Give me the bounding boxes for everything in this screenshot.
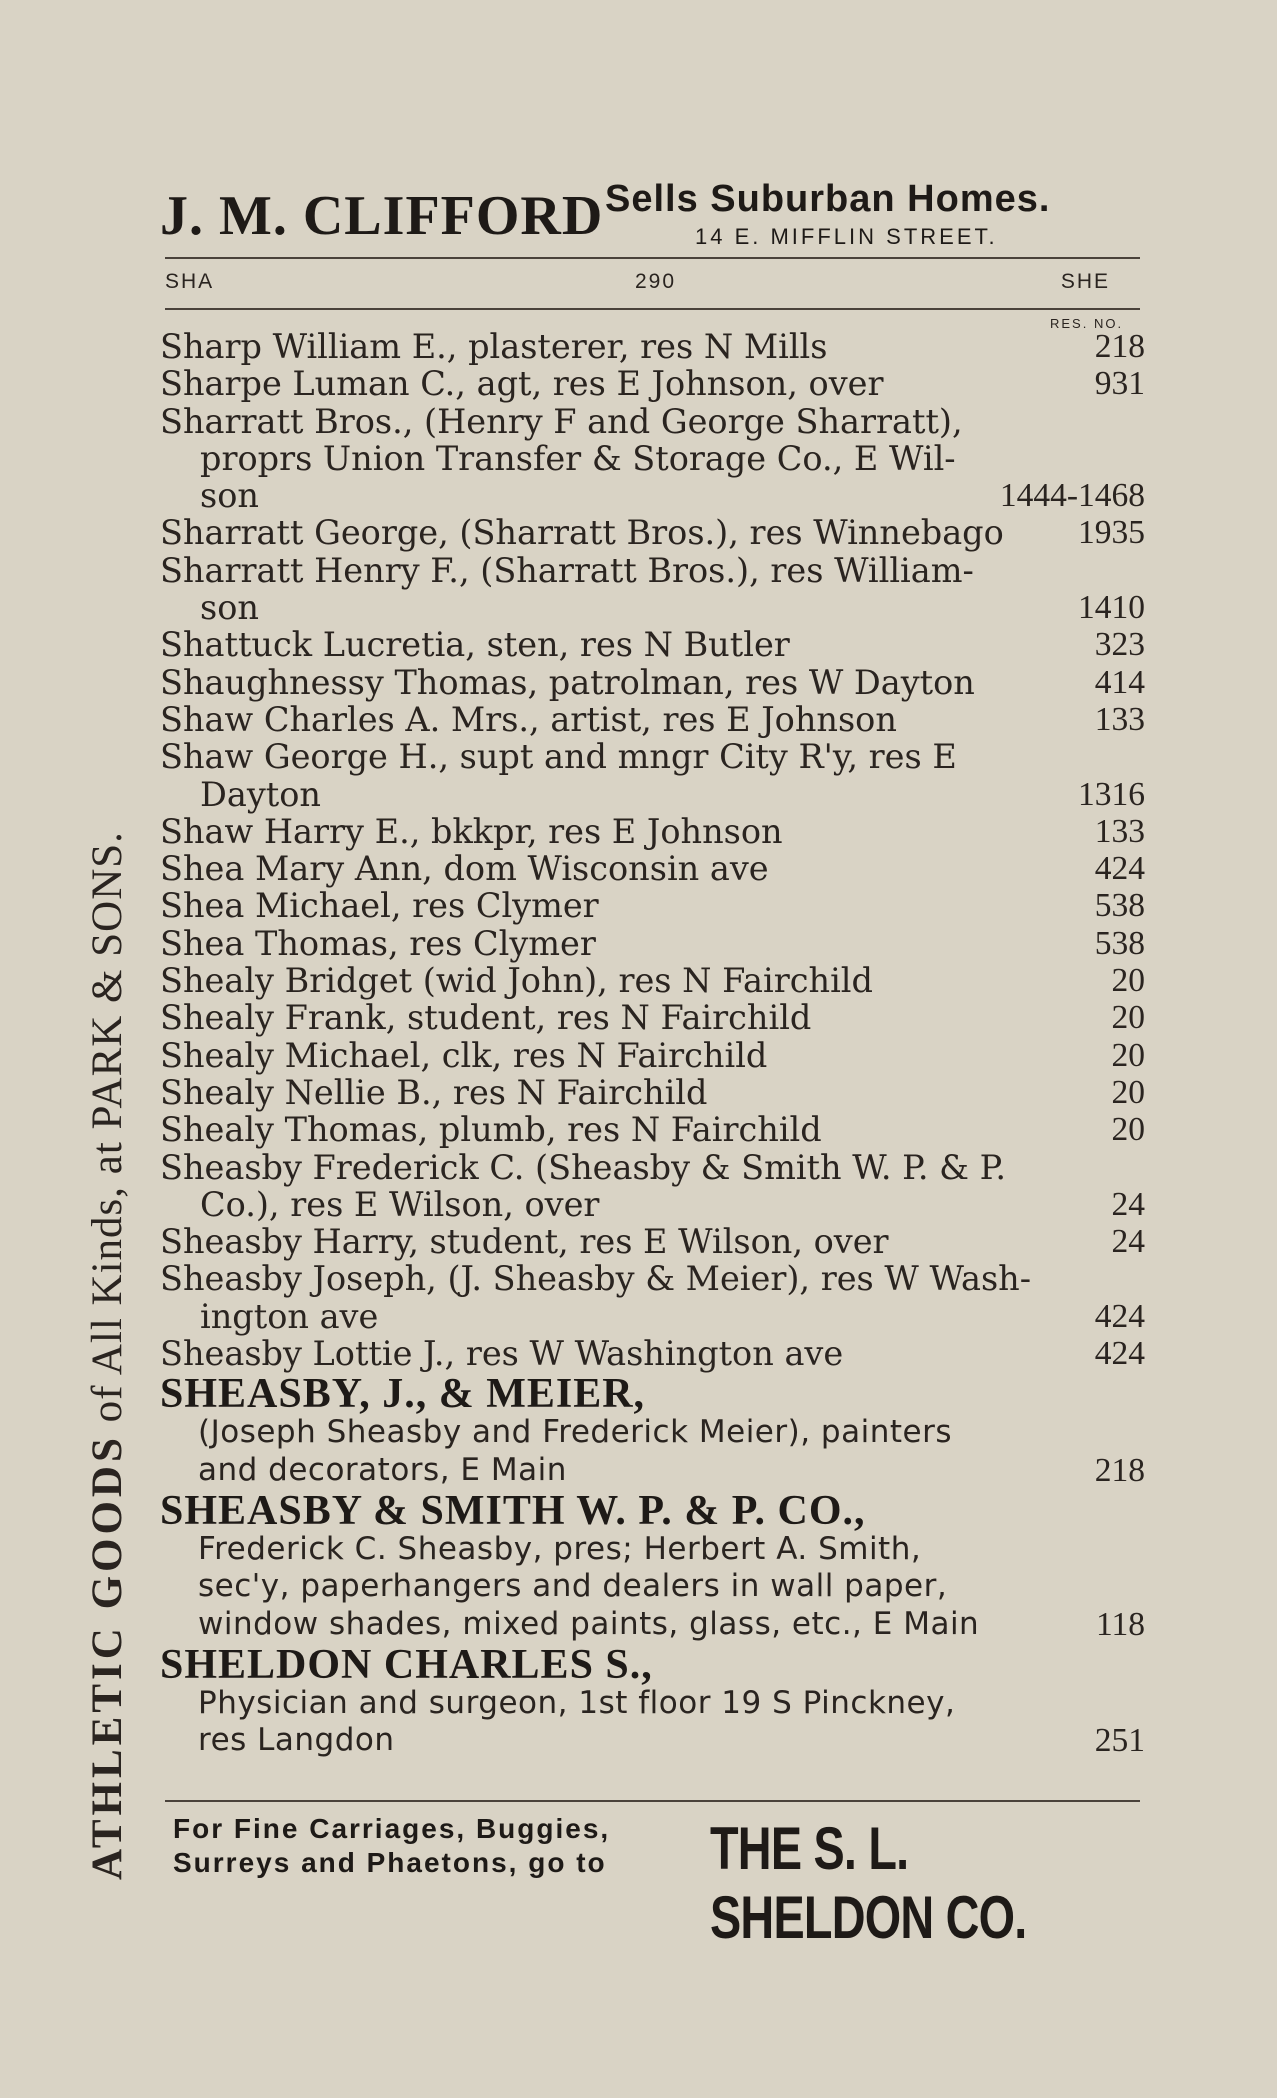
residence-number: 20 (1111, 999, 1145, 1037)
footer-ad-company: THE S. L. SHELDON CO. (710, 1815, 1027, 1951)
entry-text: Shea Thomas, res Clymer (160, 923, 596, 963)
page-number: 290 (635, 270, 677, 293)
entry-text: Sharp William E., plasterer, res N Mills (160, 327, 828, 366)
residence-number: 931 (1094, 365, 1145, 403)
header-rule (165, 257, 1140, 259)
entry-text: Physician and surgeon, 1st floor 19 S Pinckney, (198, 1684, 956, 1721)
directory-entry (160, 626, 1145, 663)
footer-ad-text (173, 1812, 610, 1880)
footer-rule (165, 1800, 1140, 1802)
residence-number: 133 (1094, 812, 1145, 850)
directory-entry (160, 403, 1145, 440)
side-advertisement (68, 140, 148, 1880)
directory-entry (160, 1335, 1145, 1372)
entry-text: Shattuck Lucretia, sten, res N Butler (160, 625, 790, 665)
entry-text: Dayton (200, 774, 321, 814)
running-head (165, 270, 1140, 300)
advertiser-name: J. M. CLIFFORD (160, 185, 604, 247)
residence-number: 424 (1094, 1335, 1145, 1373)
directory-entry-business (160, 1531, 1145, 1568)
directory-entry-business (160, 1568, 1145, 1605)
business-heading: SHELDON CHARLES S., (160, 1641, 653, 1688)
entry-text: ington ave (200, 1296, 379, 1336)
running-head-left: SHA (165, 270, 215, 293)
entry-text: Sharratt Bros., (Henry F and George Sharratt), (160, 401, 963, 441)
directory-entry (160, 1111, 1145, 1148)
directory-entry (160, 850, 1145, 887)
residence-number: 1410 (1078, 589, 1145, 627)
residence-number: 1444-1468 (999, 477, 1145, 515)
directory-entry (160, 1260, 1145, 1297)
entry-text: Frederick C. Sheasby, pres; Herbert A. Smith, (198, 1530, 922, 1567)
residence-number: 218 (1094, 328, 1145, 365)
advertiser-slogan: Sells Suburban Homes. (605, 178, 1051, 220)
residence-number: 20 (1111, 1111, 1145, 1149)
entry-text: Sharratt George, (Sharratt Bros.), res Winnebago (160, 513, 1004, 553)
advertiser-address: 14 E. MIFFLIN STREET. (695, 224, 998, 249)
directory-entry (160, 514, 1145, 551)
residence-number: 538 (1094, 887, 1145, 925)
entry-text: son (200, 476, 259, 516)
side-ad-rest: of All Kinds, at PARK & SONS. (84, 831, 131, 1423)
entry-text: res Langdon (198, 1722, 395, 1759)
directory-entry-business (160, 1606, 1145, 1643)
directory-entry (160, 813, 1145, 850)
residence-number: 1935 (1078, 514, 1145, 552)
residence-number: 424 (1094, 1297, 1145, 1335)
entry-text: sec'y, paperhangers and dealers in wall paper, (198, 1568, 948, 1605)
directory-entry (160, 776, 1145, 813)
entry-text: Sheasby Frederick C. (Sheasby & Smith W. P. & P. (160, 1147, 1007, 1187)
entry-text: Shaughnessy Thomas, patrolman, res W Dayton (160, 662, 975, 702)
residence-number: 1316 (1078, 775, 1145, 813)
directory-entry (160, 1186, 1145, 1223)
directory-listing (160, 328, 1145, 1759)
residence-number: 24 (1111, 1185, 1145, 1223)
entry-text: window shades, mixed paints, glass, etc., E Main (198, 1605, 980, 1642)
residence-number: 20 (1111, 1073, 1145, 1111)
entry-text: Shaw Harry E., bkkpr, res E Johnson (160, 811, 783, 851)
entry-text: and decorators, E Main (198, 1451, 567, 1488)
running-head-right: SHE (1060, 270, 1110, 293)
residence-number: 414 (1094, 663, 1145, 701)
entry-text: Shaw George H., supt and mngr City R'y, res E (160, 737, 957, 777)
business-heading: SHEASBY, J., & MEIER, (160, 1371, 646, 1418)
entry-text: (Joseph Sheasby and Frederick Meier), painters (198, 1414, 952, 1451)
directory-entry (160, 1074, 1145, 1111)
entry-text: Sharpe Luman C., agt, res E Johnson, over (160, 364, 884, 404)
column-label: RES. NO. (1050, 316, 1124, 331)
directory-entry (160, 1037, 1145, 1074)
residence-number: 323 (1094, 626, 1145, 664)
entry-text: Shealy Frank, student, res N Fairchild (160, 998, 812, 1038)
directory-entry (160, 999, 1145, 1036)
directory-entry-business (160, 1722, 1145, 1759)
entry-text: Shealy Michael, clk, res N Fairchild (160, 1035, 768, 1075)
directory-entry (160, 664, 1145, 701)
residence-number: 251 (1094, 1722, 1145, 1760)
entry-text: Shaw Charles A. Mrs., artist, res E Johnson (160, 699, 897, 739)
directory-entry-business (160, 1685, 1145, 1722)
entry-text: Shea Michael, res Clymer (160, 886, 599, 926)
directory-entry (160, 1149, 1145, 1186)
business-heading: SHEASBY & SMITH W. P. & P. CO., (160, 1487, 866, 1534)
directory-entry (160, 887, 1145, 924)
directory-entry-business (160, 1414, 1145, 1451)
side-ad-strong: ATHLETIC GOODS (84, 1434, 131, 1880)
footer-ad-line2: Surreys and Phaetons, go to (173, 1847, 607, 1878)
entry-text: Sheasby Joseph, (J. Sheasby & Meier), res W Wash- (160, 1259, 1032, 1299)
directory-entry (160, 440, 1145, 477)
residence-number: 24 (1111, 1223, 1145, 1261)
directory-entry (160, 962, 1145, 999)
directory-entry (160, 477, 1145, 514)
entry-text: Sheasby Lottie J., res W Washington ave (160, 1334, 844, 1374)
footer-ad-line1: For Fine Carriages, Buggies, (173, 1813, 611, 1844)
directory-entry-business (160, 1452, 1145, 1489)
residence-number: 218 (1094, 1451, 1145, 1489)
entry-text: proprs Union Transfer & Storage Co., E Wil- (200, 438, 956, 478)
residence-number: 133 (1094, 700, 1145, 738)
entry-text: Shealy Thomas, plumb, res N Fairchild (160, 1110, 822, 1150)
residence-number: 20 (1111, 962, 1145, 1000)
directory-entry (160, 1223, 1145, 1260)
entry-text: Co.), res E Wilson, over (200, 1184, 600, 1224)
directory-entry (160, 328, 1145, 365)
entry-text: Sheasby Harry, student, res E Wilson, over (160, 1222, 889, 1262)
footer-advertisement (165, 1812, 1145, 1951)
running-head-rule (165, 308, 1140, 310)
directory-entry (160, 925, 1145, 962)
directory-entry (160, 738, 1145, 775)
directory-entry (160, 552, 1145, 589)
residence-number: 20 (1111, 1036, 1145, 1074)
residence-number: 424 (1094, 850, 1145, 888)
residence-number: 118 (1095, 1605, 1145, 1643)
entry-text: son (200, 588, 259, 628)
residence-number: 538 (1094, 924, 1145, 962)
entry-text: Shea Mary Ann, dom Wisconsin ave (160, 849, 769, 889)
directory-entry (160, 365, 1145, 402)
entry-text: Sharratt Henry F., (Sharratt Bros.), res William- (160, 550, 974, 590)
page-header (160, 172, 1145, 262)
entry-text: Shealy Bridget (wid John), res N Fairchild (160, 961, 873, 1001)
directory-entry (160, 1298, 1145, 1335)
entry-text: Shealy Nellie B., res N Fairchild (160, 1072, 708, 1112)
directory-entry (160, 589, 1145, 626)
directory-entry (160, 701, 1145, 738)
